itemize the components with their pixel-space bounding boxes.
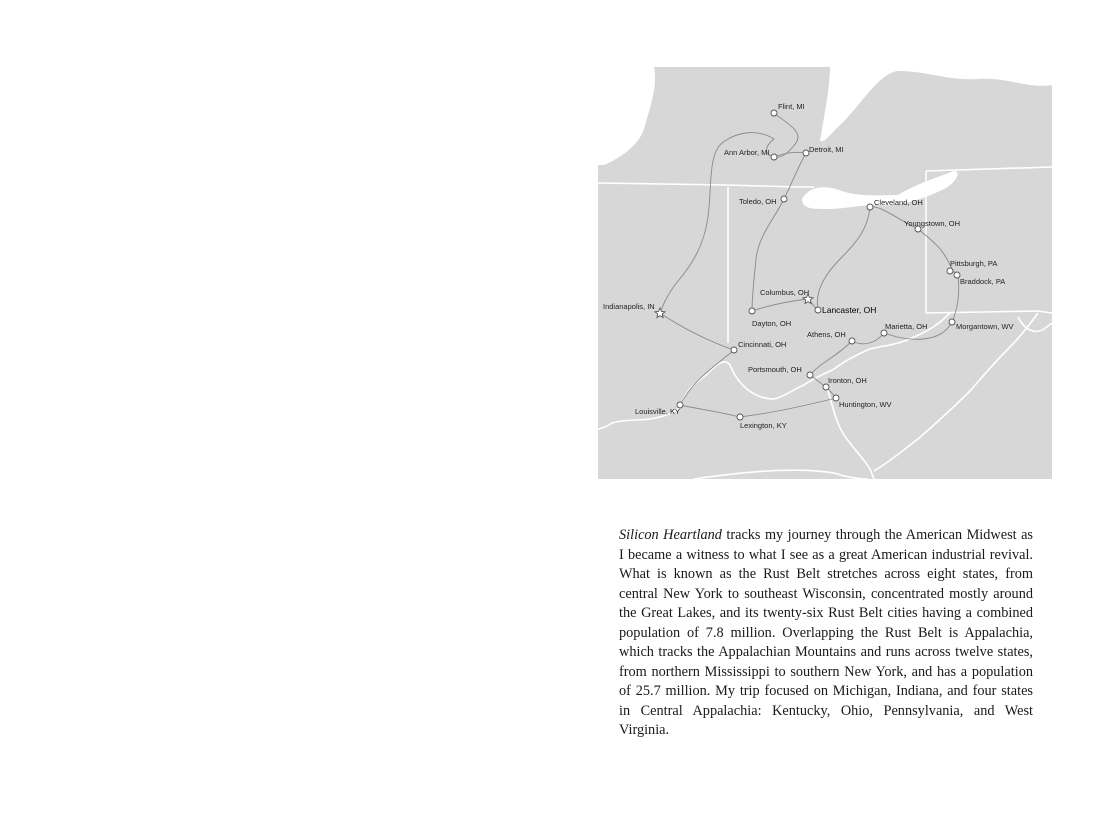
- label-lexington: Lexington, KY: [740, 421, 787, 430]
- marker-athens: [849, 338, 855, 344]
- marker-cleveland: [867, 204, 873, 210]
- body-paragraph: [619, 526, 1033, 741]
- route-cincinnati-indianapolis: [660, 313, 734, 350]
- city-labels: [603, 102, 1014, 430]
- wv-va-border: [874, 313, 1038, 471]
- label-huntington: Huntington, WV: [839, 400, 892, 409]
- pa-wv-border: [926, 311, 1052, 313]
- route-braddock-morgantown: [952, 275, 959, 322]
- route-louisville-cincinnati: [680, 350, 734, 405]
- route-flint-loop: [660, 113, 798, 313]
- label-portsmouth: Portsmouth, OH: [748, 365, 802, 374]
- marker-ann-arbor: [771, 154, 777, 160]
- marker-toledo: [781, 196, 787, 202]
- marker-indianapolis-star: [655, 308, 665, 318]
- lake-huron: [820, 67, 1052, 141]
- marker-cincinnati: [731, 347, 737, 353]
- label-toledo: Toledo, OH: [739, 197, 777, 206]
- city-markers: [655, 110, 960, 420]
- label-braddock: Braddock, PA: [960, 277, 1006, 286]
- route-youngstown-pittsburgh: [918, 229, 958, 275]
- label-cincinnati: Cincinnati, OH: [738, 340, 787, 349]
- label-lancaster: Lancaster, OH: [822, 305, 877, 315]
- label-dayton: Dayton, OH: [752, 319, 792, 328]
- label-marietta: Marietta, OH: [885, 322, 928, 331]
- route-detroit-toledo: [784, 153, 806, 199]
- label-morgantown: Morgantown, WV: [956, 322, 1014, 331]
- pa-ny-border: [926, 167, 1052, 171]
- route-lancaster-cleveland: [817, 207, 870, 310]
- label-columbus: Columbus, OH: [760, 288, 810, 297]
- label-athens: Athens, OH: [807, 330, 846, 339]
- label-louisville: Louisville, KY: [635, 407, 681, 416]
- label-youngstown: Youngstown, OH: [904, 219, 961, 228]
- label-cleveland: Cleveland, OH: [874, 198, 923, 207]
- label-flint: Flint, MI: [778, 102, 805, 111]
- lake-michigan: [598, 67, 655, 165]
- md-border: [1018, 317, 1052, 331]
- route-dayton-columbus: [752, 299, 808, 311]
- kentucky-tn-border: [694, 470, 868, 479]
- marker-morgantown: [949, 319, 955, 325]
- route-huntington-lexington: [740, 398, 836, 417]
- label-ironton: Ironton, OH: [828, 376, 867, 385]
- marker-portsmouth: [807, 372, 813, 378]
- marker-flint: [771, 110, 777, 116]
- label-ann-arbor: Ann Arbor, MI: [724, 148, 770, 157]
- marker-pittsburgh: [947, 268, 953, 274]
- marker-dayton: [749, 308, 755, 314]
- paragraph-text: tracks my journey through the American Midwest as I became a witness to what I see as a great American industrial revival. What is known as the Rust Belt stretches across eight states, from central New York to southeast Wisconsin, concentrated mostly around the Great Lakes, and its twenty-six Rust Belt cities having a combined population of 7.8 million. Overlapping the Rust Belt is Appalachia, which tracks the Appalachian Mountains and runs across twelve states, from northern Mississippi to southern New York, and has a population of 25.7 million. My trip focused on Michigan, Indiana, and four states in Central Appalachia: Kentucky, Ohio, Pennsylvania, and West Virginia.: [619, 527, 1033, 739]
- route-map: [598, 67, 1052, 479]
- label-detroit: Detroit, MI: [809, 145, 844, 154]
- route-marietta-athens: [852, 333, 884, 344]
- label-pittsburgh: Pittsburgh, PA: [950, 259, 998, 268]
- travel-routes: [660, 113, 959, 417]
- water-bodies: [598, 67, 1052, 209]
- marker-lexington: [737, 414, 743, 420]
- michigan-border: [598, 183, 814, 187]
- book-title: Silicon Heartland: [619, 527, 722, 544]
- route-annarbor-detroit: [774, 152, 806, 157]
- label-indianapolis: Indianapolis, IN: [603, 302, 655, 311]
- marker-lancaster: [815, 307, 821, 313]
- route-lexington-louisville: [680, 405, 740, 417]
- route-map-svg: [598, 67, 1052, 479]
